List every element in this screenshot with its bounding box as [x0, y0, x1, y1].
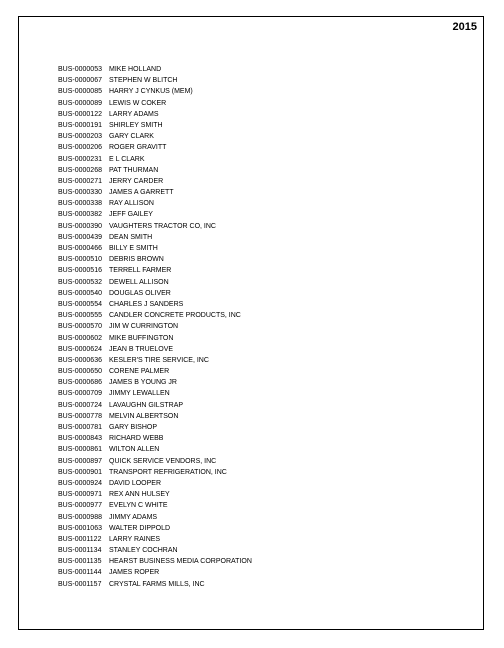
record-name: JEAN B TRUELOVE [109, 345, 174, 353]
record-id: BUS-0000570 [58, 323, 102, 331]
list-item [58, 366, 252, 377]
record-id: BUS-0000897 [58, 457, 102, 465]
record-id: BUS-0000781 [58, 424, 102, 431]
record-name: GARY BISHOP [109, 424, 157, 431]
record-id: BUS-0000977 [58, 502, 102, 510]
list-item [58, 165, 252, 176]
list-item [58, 176, 252, 187]
report-year: 2015 [452, 21, 477, 33]
record-id: BUS-0000053 [58, 66, 102, 73]
list-item [58, 433, 252, 444]
record-id: BUS-0000191 [58, 121, 102, 129]
record-name: ROGER GRAVITT [109, 144, 167, 152]
record-id: BUS-0000271 [58, 177, 102, 185]
record-name: LARRY ADAMS [109, 110, 159, 118]
record-name: TERRELL FARMER [109, 267, 172, 275]
record-id: BUS-0001144 [58, 569, 102, 577]
list-item [58, 467, 252, 478]
list-item [58, 198, 252, 209]
list-item [58, 299, 252, 310]
record-name: JIMMY LEWALLEN [109, 390, 170, 398]
record-id: BUS-0000686 [58, 379, 102, 387]
record-id: BUS-0000924 [58, 479, 102, 487]
list-item [58, 120, 252, 131]
record-id: BUS-0000067 [58, 77, 102, 85]
record-id: BUS-0000206 [58, 144, 102, 152]
record-id: BUS-0001134 [58, 547, 102, 555]
list-item [58, 377, 252, 388]
business-record-list [58, 64, 252, 590]
record-id: BUS-0000636 [58, 356, 102, 364]
list-item [58, 500, 252, 511]
list-item [58, 400, 252, 411]
record-id: BUS-0000724 [58, 401, 102, 409]
record-name: JIM W CURRINGTON [109, 323, 179, 331]
record-name: MELVIN ALBERTSON [109, 412, 179, 420]
record-id: BUS-0000540 [58, 289, 102, 297]
record-name: JIMMY ADAMS [109, 513, 158, 521]
record-id: BUS-0000466 [58, 245, 102, 252]
record-name: KESLER'S TIRE SERVICE, INC [109, 356, 209, 364]
list-item [58, 388, 252, 399]
record-name: DEBRIS BROWN [109, 256, 164, 264]
list-item [58, 131, 252, 142]
record-id: BUS-0000778 [58, 412, 102, 420]
list-item [58, 355, 252, 366]
record-id: BUS-0000901 [58, 468, 102, 476]
record-name: CHARLES J SANDERS [109, 300, 184, 308]
record-name: RAY ALLISON [109, 200, 154, 208]
list-item [58, 523, 252, 534]
record-name: JAMES A GARRETT [109, 189, 174, 197]
record-name: STANLEY COCHRAN [109, 547, 178, 555]
record-id: BUS-0000650 [58, 368, 102, 376]
list-item [58, 489, 252, 500]
record-name: BILLY E SMITH [109, 245, 158, 252]
record-name: TRANSPORT REFRIGERATION, INC [109, 468, 227, 476]
record-id: BUS-0000510 [58, 256, 102, 264]
record-id: BUS-0000624 [58, 345, 102, 353]
record-id: BUS-0000602 [58, 334, 102, 342]
list-item [58, 310, 252, 321]
record-name: WALTER DIPPOLD [109, 524, 171, 532]
record-name: GARY CLARK [109, 133, 154, 141]
list-item [58, 142, 252, 153]
list-item [58, 567, 252, 578]
record-name: DEAN SMITH [109, 233, 153, 241]
record-name: JEFF GAILEY [109, 211, 153, 219]
record-id: BUS-0000231 [58, 155, 102, 163]
list-item [58, 556, 252, 567]
record-id: BUS-0001063 [58, 524, 102, 532]
list-item [58, 98, 252, 109]
list-item [58, 444, 252, 455]
list-item [58, 333, 252, 344]
record-id: BUS-0000268 [58, 166, 102, 174]
record-name: MIKE HOLLAND [109, 66, 162, 73]
record-id: BUS-0000709 [58, 390, 102, 398]
record-id: BUS-0000089 [58, 99, 102, 107]
list-item [58, 288, 252, 299]
record-id: BUS-0001135 [58, 558, 102, 566]
record-name: HEARST BUSINESS MEDIA CORPORATION [109, 558, 252, 566]
record-name: SHIRLEY SMITH [109, 121, 163, 129]
record-name: DEWELL ALLISON [109, 278, 169, 286]
record-name: HARRY J CYNKUS (MEM) [109, 88, 193, 96]
list-item [58, 478, 252, 489]
list-item [58, 265, 252, 276]
record-id: BUS-0001122 [58, 535, 102, 543]
list-item [58, 456, 252, 467]
record-name: RICHARD WEBB [109, 435, 164, 443]
list-item [58, 187, 252, 198]
list-item [58, 579, 252, 590]
record-name: LARRY RAINES [109, 535, 161, 543]
record-id: BUS-0000532 [58, 278, 102, 286]
list-item [58, 64, 252, 75]
record-id: BUS-0000338 [58, 200, 102, 208]
record-name: EVELYN C WHITE [109, 502, 168, 510]
list-item [58, 232, 252, 243]
record-name: VAUGHTERS TRACTOR CO, INC [109, 222, 216, 230]
list-item [58, 411, 252, 422]
record-id: BUS-0000382 [58, 211, 102, 219]
record-id: BUS-0000203 [58, 133, 102, 141]
record-id: BUS-0000516 [58, 267, 102, 275]
list-item [58, 254, 252, 265]
record-id: BUS-0000439 [58, 233, 102, 241]
record-id: BUS-0000988 [58, 513, 102, 521]
record-id: BUS-0000085 [58, 88, 102, 96]
list-item [58, 221, 252, 232]
list-item [58, 209, 252, 220]
record-name: LAVAUGHN GILSTRAP [109, 401, 184, 409]
record-name: WILTON ALLEN [109, 446, 160, 454]
record-id: BUS-0000555 [58, 312, 102, 320]
list-item [58, 154, 252, 165]
record-id: BUS-0000861 [58, 446, 102, 454]
record-id: BUS-0000843 [58, 435, 102, 443]
record-name: LEWIS W COKER [109, 99, 167, 107]
list-item [58, 422, 252, 433]
record-id: BUS-0000122 [58, 110, 102, 118]
record-id: BUS-0000390 [58, 222, 102, 230]
record-name: PAT THURMAN [109, 166, 159, 174]
record-name: QUICK SERVICE VENDORS, INC [109, 457, 217, 465]
list-item [58, 277, 252, 288]
document-page [18, 16, 484, 630]
record-name: MIKE BUFFINGTON [109, 334, 174, 342]
record-name: JAMES ROPER [109, 569, 160, 577]
list-item [58, 243, 252, 254]
record-id: BUS-0001157 [58, 580, 102, 588]
record-name: DOUGLAS OLIVER [109, 289, 171, 297]
list-item [58, 534, 252, 545]
list-item [58, 512, 252, 523]
record-name: CANDLER CONCRETE PRODUCTS, INC [109, 312, 241, 320]
record-name: E L CLARK [109, 155, 145, 163]
list-item [58, 109, 252, 120]
record-name: CORENE PALMER [109, 368, 170, 376]
list-item [58, 545, 252, 556]
list-item [58, 75, 252, 86]
list-item [58, 86, 252, 97]
list-item [58, 321, 252, 332]
record-name: JAMES B YOUNG JR [109, 379, 177, 387]
record-name: JERRY CARDER [109, 177, 164, 185]
record-name: REX ANN HULSEY [109, 491, 170, 499]
record-name: DAVID LOOPER [109, 479, 161, 487]
record-id: BUS-0000971 [58, 491, 102, 499]
record-id: BUS-0000554 [58, 300, 102, 308]
record-id: BUS-0000330 [58, 189, 102, 197]
list-item [58, 344, 252, 355]
record-name: CRYSTAL FARMS MILLS, INC [109, 580, 205, 588]
record-name: STEPHEN W BLITCH [109, 77, 178, 85]
